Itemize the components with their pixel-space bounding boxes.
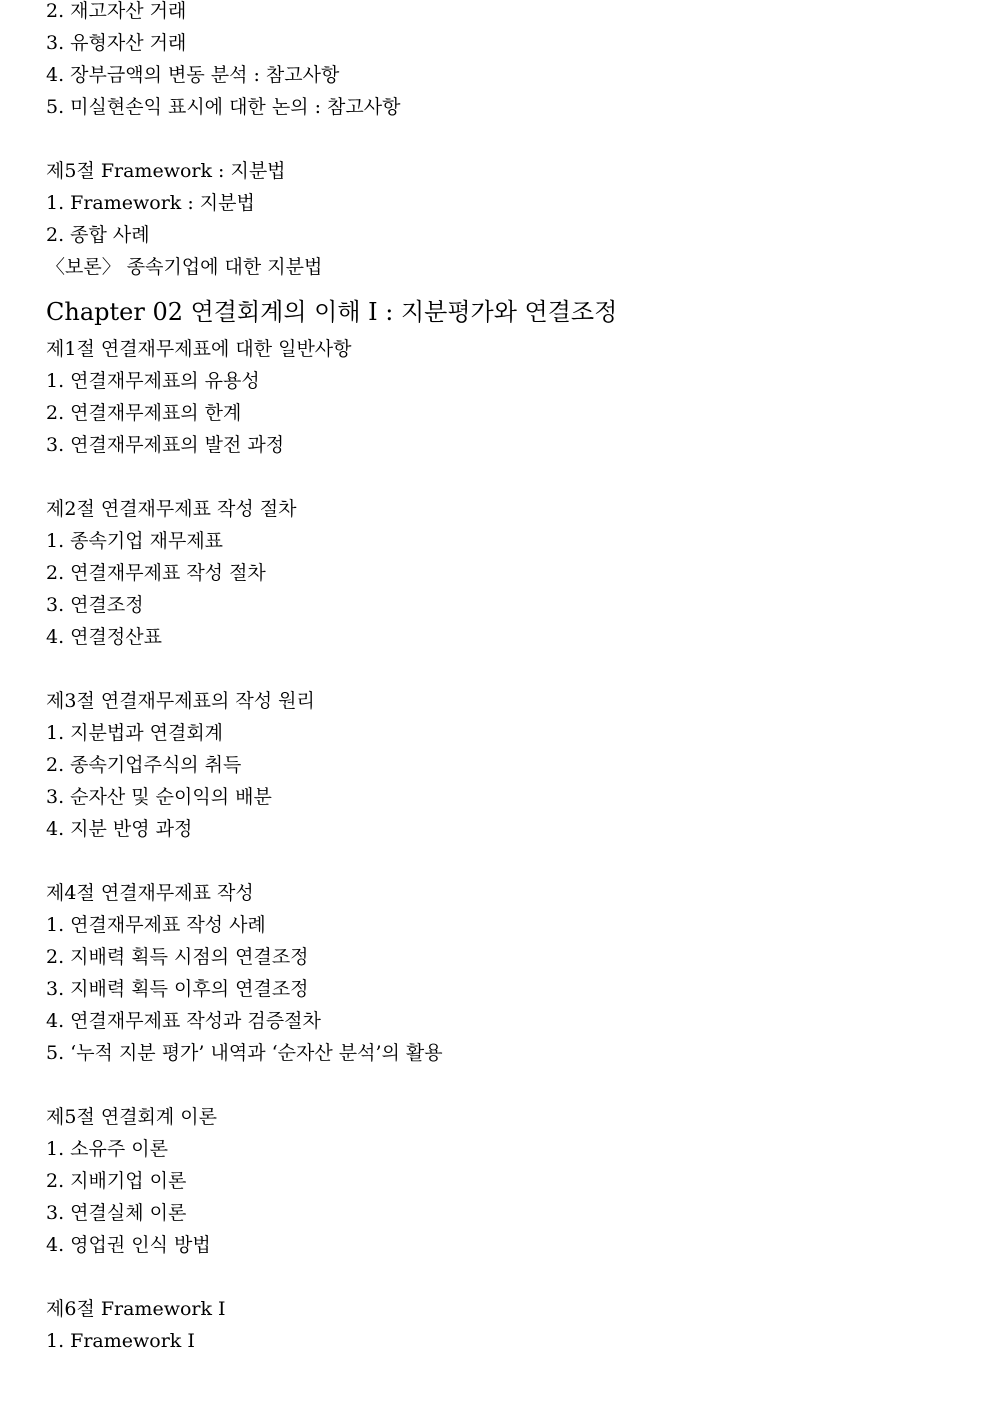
list-item: 1. 지분법과 연결회계 <box>46 722 224 744</box>
section-title: 제5절 Framework : 지분법 <box>46 160 286 182</box>
section-title: 제6절 Framework Ⅰ <box>46 1298 226 1320</box>
section-title: 제2절 연결재무제표 작성 절차 <box>46 498 297 520</box>
section-2 <box>46 493 946 653</box>
section-1 <box>46 333 946 461</box>
section-title: 제3절 연결재무제표의 작성 원리 <box>46 690 315 712</box>
list-item: 1. Framework : 지분법 <box>46 192 255 214</box>
list-item: 3. 연결재무제표의 발전 과정 <box>46 434 285 456</box>
list-item: 4. 지분 반영 과정 <box>46 818 193 840</box>
list-item: 〈보론〉 종속기업에 대한 지분법 <box>46 256 323 278</box>
list-item: 2. 재고자산 거래 <box>46 0 187 22</box>
list-item: 4. 연결정산표 <box>46 626 162 648</box>
list-item: 4. 영업권 인식 방법 <box>46 1234 211 1256</box>
list-item: 4. 연결재무제표 작성과 검증절차 <box>46 1010 321 1032</box>
top-list <box>46 0 946 123</box>
section-6 <box>46 1293 946 1357</box>
list-item: 2. 연결재무제표의 한계 <box>46 402 242 424</box>
list-item: 3. 연결조정 <box>46 594 144 616</box>
list-item: 5. ‘누적 지분 평가’ 내역과 ‘순자산 분석’의 활용 <box>46 1042 443 1064</box>
spacer <box>46 653 946 685</box>
list-item: 2. 종속기업주식의 취득 <box>46 754 242 776</box>
list-item: 3. 연결실체 이론 <box>46 1202 187 1224</box>
section-4 <box>46 877 946 1069</box>
list-item: 1. 종속기업 재무제표 <box>46 530 224 552</box>
spacer <box>46 1261 946 1293</box>
toc-page <box>46 0 946 1357</box>
spacer <box>46 123 946 155</box>
list-item: 2. 종합 사례 <box>46 224 150 246</box>
section-5 <box>46 1101 946 1261</box>
list-item: 1. 연결재무제표 작성 사례 <box>46 914 266 936</box>
list-item: 2. 지배기업 이론 <box>46 1170 187 1192</box>
list-item: 3. 지배력 획득 이후의 연결조정 <box>46 978 309 1000</box>
section-ch1-5 <box>46 155 946 283</box>
list-item: 4. 장부금액의 변동 분석 : 참고사항 <box>46 64 340 86</box>
section-title: 제1절 연결재무제표에 대한 일반사항 <box>46 338 352 360</box>
spacer <box>46 461 946 493</box>
list-item: 1. 소유주 이론 <box>46 1138 168 1160</box>
list-item: 2. 지배력 획득 시점의 연결조정 <box>46 946 309 968</box>
chapter-title: Chapter 02 연결회계의 이해 Ⅰ : 지분평가와 연결조정 <box>46 298 618 326</box>
list-item: 1. Framework Ⅰ <box>46 1330 195 1352</box>
list-item: 1. 연결재무제표의 유용성 <box>46 370 260 392</box>
section-3 <box>46 685 946 845</box>
section-title: 제5절 연결회계 이론 <box>46 1106 217 1128</box>
list-item: 3. 유형자산 거래 <box>46 32 187 54</box>
spacer <box>46 1069 946 1101</box>
section-title: 제4절 연결재무제표 작성 <box>46 882 254 904</box>
list-item: 3. 순자산 및 순이익의 배분 <box>46 786 272 808</box>
list-item: 2. 연결재무제표 작성 절차 <box>46 562 266 584</box>
spacer <box>46 845 946 877</box>
list-item: 5. 미실현손익 표시에 대한 논의 : 참고사항 <box>46 96 401 118</box>
